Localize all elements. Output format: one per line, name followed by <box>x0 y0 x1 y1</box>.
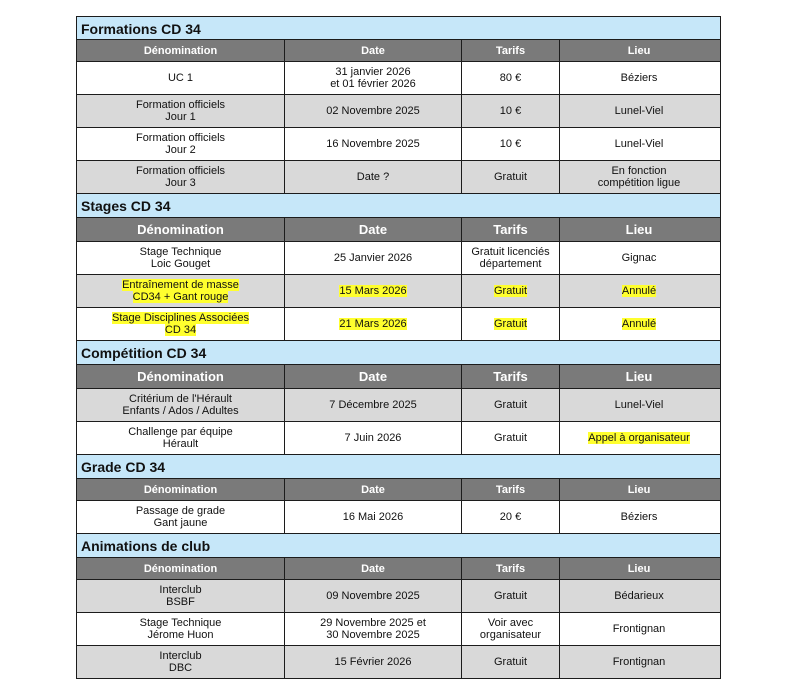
section-3 <box>77 455 720 534</box>
cell-date <box>285 308 462 340</box>
cell-denomination <box>77 308 285 340</box>
cell-text-line: Jérome Huon <box>147 629 214 641</box>
cell-text-line: 16 Mai 2026 <box>342 511 404 523</box>
cell-text-line <box>339 318 406 330</box>
cell-date <box>285 646 462 678</box>
cell-date <box>285 613 462 645</box>
cell-text-line: Critérium de l'Hérault <box>129 393 232 405</box>
cell-tarifs <box>462 95 560 127</box>
highlighted-text: Gratuit <box>493 318 527 330</box>
cell-date <box>285 501 462 533</box>
cell-denomination <box>77 613 285 645</box>
table-row <box>77 161 720 194</box>
table-row <box>77 389 720 422</box>
column-header-lieu: Lieu <box>625 368 653 384</box>
cell-denomination <box>77 95 285 127</box>
column-header-date: Date <box>285 365 462 388</box>
cell-text-line: Gratuit <box>493 399 527 411</box>
cell-text-line <box>112 312 249 324</box>
cell-text-line: Stage Technique <box>139 617 222 629</box>
cell-denomination <box>77 161 285 193</box>
cell-date <box>285 580 462 612</box>
cell-date <box>285 275 462 307</box>
cell-text-line: Voir avec <box>487 617 534 629</box>
cell-text-line: Frontignan <box>612 623 666 635</box>
cell-text-line: Gignac <box>621 252 657 264</box>
cell-text-line: En fonction <box>611 165 667 177</box>
highlighted-text: Gratuit <box>493 285 527 297</box>
cell-tarifs <box>462 580 560 612</box>
cell-text-line: Frontignan <box>612 656 666 668</box>
table-row <box>77 613 720 646</box>
section-1 <box>77 194 720 341</box>
cell-text-line: BSBF <box>166 596 195 608</box>
table-row <box>77 95 720 128</box>
cell-denomination <box>77 501 285 533</box>
cell-text-line: Hérault <box>162 438 199 450</box>
cell-lieu <box>560 62 718 94</box>
cell-lieu <box>560 161 718 193</box>
cell-text-line: département <box>479 258 542 270</box>
highlighted-text: CD34 + Gant rouge <box>132 291 229 303</box>
cell-lieu <box>560 646 718 678</box>
cell-text-line <box>122 279 239 291</box>
cell-text-line: 02 Novembre 2025 <box>326 105 420 117</box>
section-title: Formations CD 34 <box>77 16 720 40</box>
cell-tarifs <box>462 62 560 94</box>
cell-text-line: organisateur <box>479 629 542 641</box>
cell-text-line: Lunel-Viel <box>614 399 664 411</box>
highlighted-text: CD 34 <box>164 324 197 336</box>
cell-text-line: UC 1 <box>167 72 194 84</box>
column-header-denomination: Dénomination <box>77 365 285 388</box>
cell-tarifs <box>462 161 560 193</box>
cell-text-line: 16 Novembre 2025 <box>326 138 420 150</box>
cell-lieu <box>560 95 718 127</box>
cell-tarifs <box>462 308 560 340</box>
cell-text-line: Gant jaune <box>153 517 208 529</box>
cell-denomination <box>77 646 285 678</box>
cell-text-line: 7 Décembre 2025 <box>329 399 417 411</box>
column-header-tarifs: Tarifs <box>462 479 560 500</box>
highlighted-text: Entraînement de masse <box>122 279 239 291</box>
cell-text-line: 80 € <box>499 72 522 84</box>
highlighted-text: Stage Disciplines Associées <box>112 312 249 324</box>
cell-lieu <box>560 389 718 421</box>
cell-date <box>285 242 462 274</box>
cell-text-line: Formation officiels <box>135 165 226 177</box>
cell-text-line: Enfants / Ados / Adultes <box>122 405 239 417</box>
table-header-row <box>77 365 720 389</box>
table-row <box>77 62 720 95</box>
section-title: Stages CD 34 <box>77 194 720 218</box>
column-header-lieu: Lieu <box>627 562 651 575</box>
cell-text-line: compétition ligue <box>597 177 681 189</box>
cell-text-line: Stage Technique <box>139 246 222 258</box>
column-header-lieu: Lieu <box>627 44 651 57</box>
column-header-denomination: Dénomination <box>77 479 285 500</box>
cell-tarifs <box>462 501 560 533</box>
section-title: Compétition CD 34 <box>77 341 720 365</box>
cell-date <box>285 422 462 454</box>
table-header-row <box>77 558 720 580</box>
cell-text-line: 20 € <box>499 511 522 523</box>
cell-date <box>285 161 462 193</box>
cell-text-line: Jour 3 <box>165 177 196 189</box>
cell-denomination <box>77 62 285 94</box>
table-row <box>77 275 720 308</box>
table-row <box>77 580 720 613</box>
column-header-tarifs: Tarifs <box>462 40 560 61</box>
cell-text-line: Interclub <box>159 584 202 596</box>
cell-text-line: Bédarieux <box>614 590 664 602</box>
column-header-date: Date <box>285 218 462 241</box>
highlighted-text: Annulé <box>621 285 657 297</box>
events-sheet <box>76 16 721 679</box>
cell-tarifs <box>462 128 560 160</box>
cell-lieu <box>560 308 718 340</box>
cell-text-line: Formation officiels <box>135 99 226 111</box>
section-title: Animations de club <box>77 534 720 558</box>
cell-text-line: Gratuit <box>493 656 527 668</box>
cell-text-line: Gratuit <box>493 432 527 444</box>
cell-text-line: 10 € <box>499 138 522 150</box>
cell-text-line: Gratuit <box>493 590 527 602</box>
cell-denomination <box>77 128 285 160</box>
column-header-date: Date <box>285 558 462 579</box>
highlighted-text: Appel à organisateur <box>588 432 690 444</box>
cell-text-line: Passage de grade <box>135 505 226 517</box>
cell-lieu <box>560 128 718 160</box>
cell-date <box>285 62 462 94</box>
cell-text-line <box>494 318 527 330</box>
column-header-tarifs: Tarifs <box>462 365 560 388</box>
cell-text-line <box>122 291 239 303</box>
cell-text-line: 10 € <box>499 105 522 117</box>
cell-tarifs <box>462 389 560 421</box>
cell-text-line: 31 janvier 2026 <box>335 66 411 78</box>
column-header-tarifs: Tarifs <box>462 558 560 579</box>
cell-text-line: 30 Novembre 2025 <box>326 629 420 641</box>
table-header-row <box>77 479 720 501</box>
cell-text-line: Loic Gouget <box>150 258 211 270</box>
cell-text-line <box>339 285 406 297</box>
cell-lieu <box>560 501 718 533</box>
table-header-row <box>77 40 720 62</box>
cell-denomination <box>77 242 285 274</box>
table-row <box>77 242 720 275</box>
cell-text-line: Lunel-Viel <box>614 105 664 117</box>
highlighted-text: Annulé <box>621 318 657 330</box>
cell-text-line: DBC <box>168 662 193 674</box>
cell-denomination <box>77 580 285 612</box>
table-row <box>77 422 720 455</box>
cell-date <box>285 128 462 160</box>
column-header-lieu: Lieu <box>627 483 651 496</box>
cell-denomination <box>77 422 285 454</box>
cell-tarifs <box>462 422 560 454</box>
cell-text-line: 15 Février 2026 <box>334 656 412 668</box>
section-4 <box>77 534 720 679</box>
cell-text-line: Date ? <box>356 171 390 183</box>
cell-lieu <box>560 422 718 454</box>
cell-text-line: Gratuit <box>493 171 527 183</box>
highlighted-text: 15 Mars 2026 <box>339 285 407 297</box>
cell-text-line <box>622 318 656 330</box>
column-header-denomination: Dénomination <box>77 40 285 61</box>
section-2 <box>77 341 720 455</box>
cell-tarifs <box>462 613 560 645</box>
cell-text-line: Béziers <box>620 72 658 84</box>
cell-denomination <box>77 389 285 421</box>
table-row <box>77 308 720 341</box>
table-header-row <box>77 218 720 242</box>
cell-text-line: 29 Novembre 2025 et <box>320 617 426 629</box>
cell-tarifs <box>462 646 560 678</box>
cell-text-line: 25 Janvier 2026 <box>333 252 413 264</box>
cell-lieu <box>560 242 718 274</box>
cell-text-line <box>588 432 690 444</box>
section-title: Grade CD 34 <box>77 455 720 479</box>
cell-lieu <box>560 613 718 645</box>
table-row <box>77 501 720 534</box>
cell-text-line: Lunel-Viel <box>614 138 664 150</box>
column-header-denomination: Dénomination <box>77 558 285 579</box>
cell-lieu <box>560 580 718 612</box>
cell-date <box>285 95 462 127</box>
cell-lieu <box>560 275 718 307</box>
cell-text-line: Jour 2 <box>165 144 196 156</box>
table-row <box>77 128 720 161</box>
cell-date <box>285 389 462 421</box>
section-0 <box>77 16 720 194</box>
cell-text-line: Béziers <box>620 511 658 523</box>
column-header-date: Date <box>285 40 462 61</box>
cell-text-line: 7 Juin 2026 <box>344 432 402 444</box>
cell-denomination <box>77 275 285 307</box>
cell-text-line <box>622 285 656 297</box>
highlighted-text: 21 Mars 2026 <box>339 318 407 330</box>
cell-text-line: Challenge par équipe <box>128 426 233 438</box>
column-header-denomination: Dénomination <box>77 218 285 241</box>
column-header-date: Date <box>285 479 462 500</box>
column-header-tarifs: Tarifs <box>462 218 560 241</box>
cell-text-line: et 01 février 2026 <box>330 78 416 90</box>
cell-text-line: Interclub <box>159 650 202 662</box>
cell-text-line: Jour 1 <box>165 111 196 123</box>
table-row <box>77 646 720 679</box>
cell-tarifs <box>462 275 560 307</box>
cell-text-line: Formation officiels <box>135 132 226 144</box>
cell-text-line <box>494 285 527 297</box>
cell-text-line: 09 Novembre 2025 <box>326 590 420 602</box>
cell-text-line: Gratuit licenciés <box>471 246 550 258</box>
cell-tarifs <box>462 242 560 274</box>
cell-text-line <box>112 324 249 336</box>
column-header-lieu: Lieu <box>625 221 653 237</box>
